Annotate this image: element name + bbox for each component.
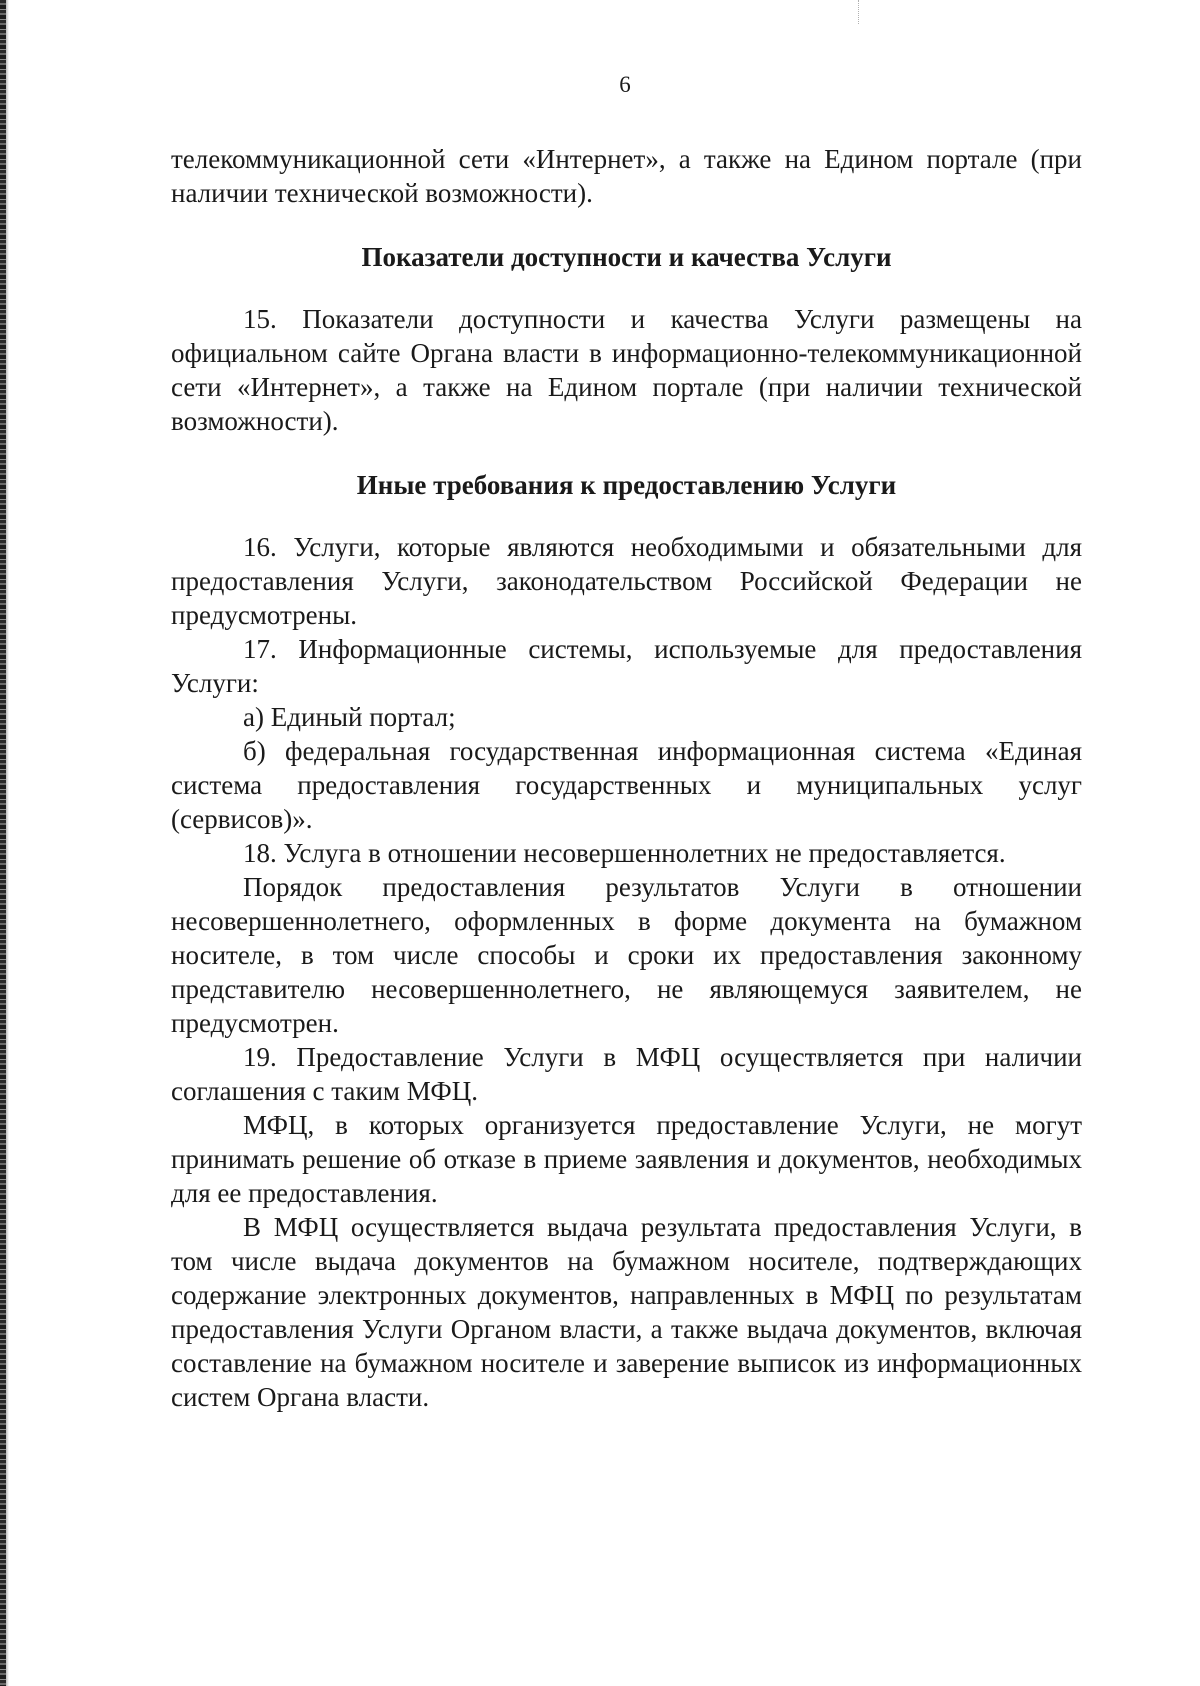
- paragraph-16: 16. Услуги, которые являются необходимыми и обязательными для предоставления Услуги, законодательством Российской Федерации не предусмотрены.: [171, 532, 1082, 630]
- page-number: 6: [619, 72, 631, 97]
- paragraph-17-b: б) федеральная государственная информационная система «Единая система предоставления государственных и муниципальных услуг (сервисов)».: [171, 736, 1082, 834]
- scan-edge-artifact: [0, 0, 6, 1686]
- paragraph-18-order: Порядок предоставления результатов Услуги в отношении несовершеннолетнего, оформленных в форме документа на бумажном носителе, в том числе способы и сроки их предоставления законному представителю несовершеннолетнего, не являющемуся заявителем, не предусмотрен.: [171, 872, 1082, 1038]
- document-body: [171, 142, 1082, 1414]
- paragraph-18: 18. Услуга в отношении несовершеннолетних не предоставляется.: [243, 838, 1006, 868]
- paragraph-15: 15. Показатели доступности и качества Услуги размещены на официальном сайте Органа власти в информационно-телекоммуникационной сети «Интернет», а также на Едином портале (при наличии технической возможности).: [171, 304, 1082, 436]
- paragraph-19: 19. Предоставление Услуги в МФЦ осуществляется при наличии соглашения с таким МФЦ.: [171, 1042, 1082, 1106]
- section-heading-quality: Показатели доступности и качества Услуги: [361, 242, 892, 272]
- paragraph-19-mfc-refusal: МФЦ, в которых организуется предоставление Услуги, не могут принимать решение об отказе в приеме заявления и документов, необходимых для ее предоставления.: [171, 1110, 1082, 1208]
- paragraph-17-a: а) Единый портал;: [243, 702, 456, 732]
- section-heading-other-requirements: Иные требования к предоставлению Услуги: [356, 470, 897, 500]
- paragraph-17: 17. Информационные системы, используемые для предоставления Услуги:: [171, 634, 1082, 698]
- scan-top-mark: [858, 0, 860, 24]
- paragraph-19-mfc-issuance: В МФЦ осуществляется выдача результата предоставления Услуги, в том числе выдача документов на бумажном носителе, подтверждающих содержание электронных документов, направленных в МФЦ по результатам предоставления Услуги Органом власти, а также выдача документов, включая составление на бумажном носителе и заверение выписок из информационных систем Органа власти.: [171, 1212, 1082, 1412]
- paragraph-continuation: телекоммуникационной сети «Интернет», а также на Едином портале (при наличии технической возможности).: [171, 144, 1082, 208]
